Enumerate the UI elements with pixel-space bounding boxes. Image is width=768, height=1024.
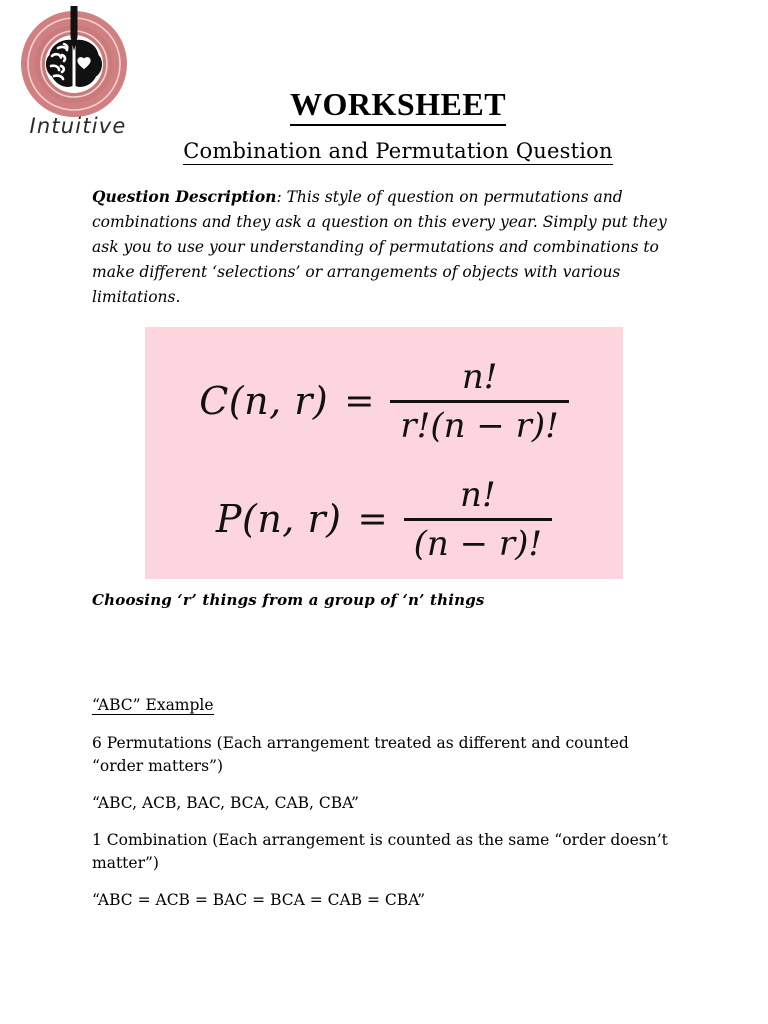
combination-numerator: n! [461, 357, 498, 397]
permutation-equals-sign: = [357, 498, 388, 540]
page-title-text: WORKSHEET [290, 86, 506, 126]
example-heading-text: “ABC” Example [92, 696, 214, 714]
example-combination-list: “ABC = ACB = BAC = BCA = CAB = CBA” [92, 891, 426, 909]
example-section [92, 694, 682, 926]
brand-logo [8, 2, 140, 142]
combination-formula-name: C(n, r) [199, 379, 329, 424]
permutation-formula-name: P(n, r) [215, 497, 342, 542]
combination-fraction [390, 357, 568, 446]
combination-formula [145, 357, 623, 446]
formula-box [145, 327, 623, 579]
brand-name: Intuitive [29, 114, 127, 138]
example-combination-line: 1 Combination (Each arrangement is counted as the same “order doesn’t matter”) [92, 831, 668, 872]
example-heading [92, 694, 682, 717]
example-permutation-list: “ABC, ACB, BAC, BCA, CAB, CBA” [92, 794, 359, 812]
page-subtitle-text: Combination and Permutation Question [183, 139, 613, 163]
brain-heart-logo-icon [18, 6, 130, 118]
permutation-denominator: (n − r)! [413, 523, 543, 564]
permutation-formula [145, 475, 623, 564]
page-title [148, 86, 648, 123]
combination-equals-sign: = [344, 380, 375, 422]
question-description-label: Question Description [92, 187, 277, 206]
combination-denominator: r!(n − r)! [400, 405, 559, 446]
example-permutation-line: 6 Permutations (Each arrangement treated as different and counted “order matters”) [92, 734, 629, 775]
permutation-numerator: n! [460, 475, 496, 515]
question-description-body: : This style of question on permutations and combinations and they ask a question on this every year. Simply put they ask you to use your understanding of permutations and combinations to make different ‘selections’ or arrangements of objects with various limitations. [92, 188, 667, 306]
page-subtitle [148, 139, 648, 163]
permutation-fraction [404, 475, 552, 564]
formula-caption: Choosing ‘r’ things from a group of ‘n’ things [92, 591, 485, 609]
question-description [92, 184, 672, 310]
